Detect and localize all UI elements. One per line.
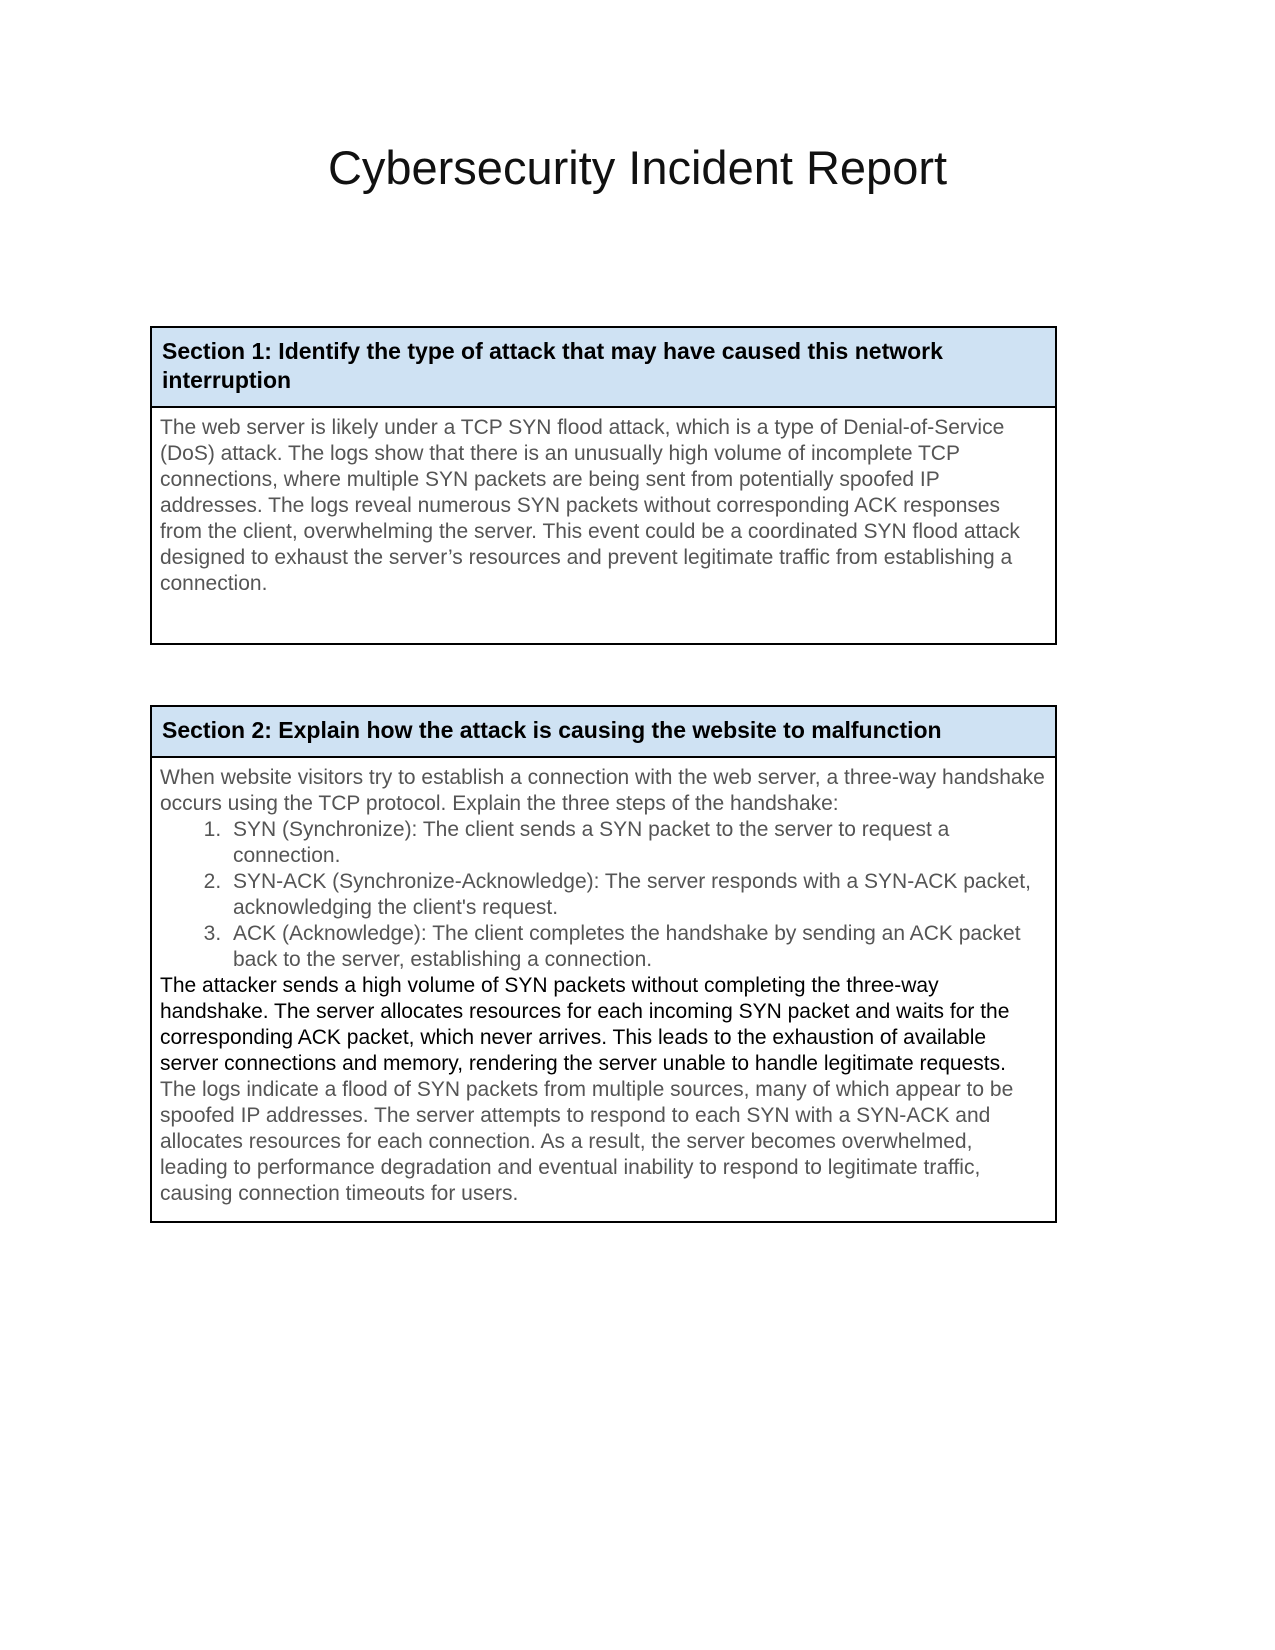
handshake-steps-list [160,817,1045,973]
section-1-paragraph: The web server is likely under a TCP SYN flood attack, which is a type of Denial-of-Service (DoS) attack. The logs show that there is an unusually high volume of incomplete TCP connections, where multiple SYN packets are being sent from potentially spoofed IP addresses. The logs reveal numerous SYN packets without corresponding ACK responses from the client, overwhelming the server. This event could be a coordinated SYN flood attack designed to exhaust the server’s resources and prevent legitimate traffic from establishing a connection. [160,416,1020,596]
section-2-continuation-paragraph: The logs indicate a flood of SYN packets from multiple sources, many of which appear to be spoofed IP addresses. The server attempts to respond to each SYN with a SYN-ACK and allocates resources for each connection. As a result, the server becomes overwhelmed, leading to performance degradation and eventual inability to respond to legitimate traffic, causing connection timeouts for users. [160,1078,1014,1206]
section-2-intro: When website visitors try to establish a connection with the web server, a three-way handshake occurs using the TCP protocol. Explain the three steps of the handshake: [160,766,1045,816]
section-2-body [152,758,1055,1221]
section-2-emphasis-paragraph: The attacker sends a high volume of SYN packets without completing the three-way handshake. The server allocates resources for each incoming SYN packet and waits for the corresponding ACK packet, which never arrives. This leads to the exhaustion of available server connections and memory, rendering the server unable to handle legitimate requests. [160,974,1010,1076]
handshake-step-1: 1. SYN (Synchronize): The client sends a SYN packet to the server to request a connection. [227,817,1045,869]
section-2-box [150,705,1057,1223]
handshake-step-2: 2. SYN-ACK (Synchronize-Acknowledge): The server responds with a SYN-ACK packet, acknowledging the client's request. [227,869,1045,921]
section-1-heading: Section 1: Identify the type of attack that may have caused this network interruption [152,328,1055,408]
section-1-box [150,326,1057,645]
section-1-body [152,408,1055,643]
page-title: Cybersecurity Incident Report [327,141,948,194]
handshake-step-3: 3. ACK (Acknowledge): The client completes the handshake by sending an ACK packet back to the server, establishing a connection. [227,921,1045,973]
section-2-heading: Section 2: Explain how the attack is causing the website to malfunction [152,707,1055,758]
